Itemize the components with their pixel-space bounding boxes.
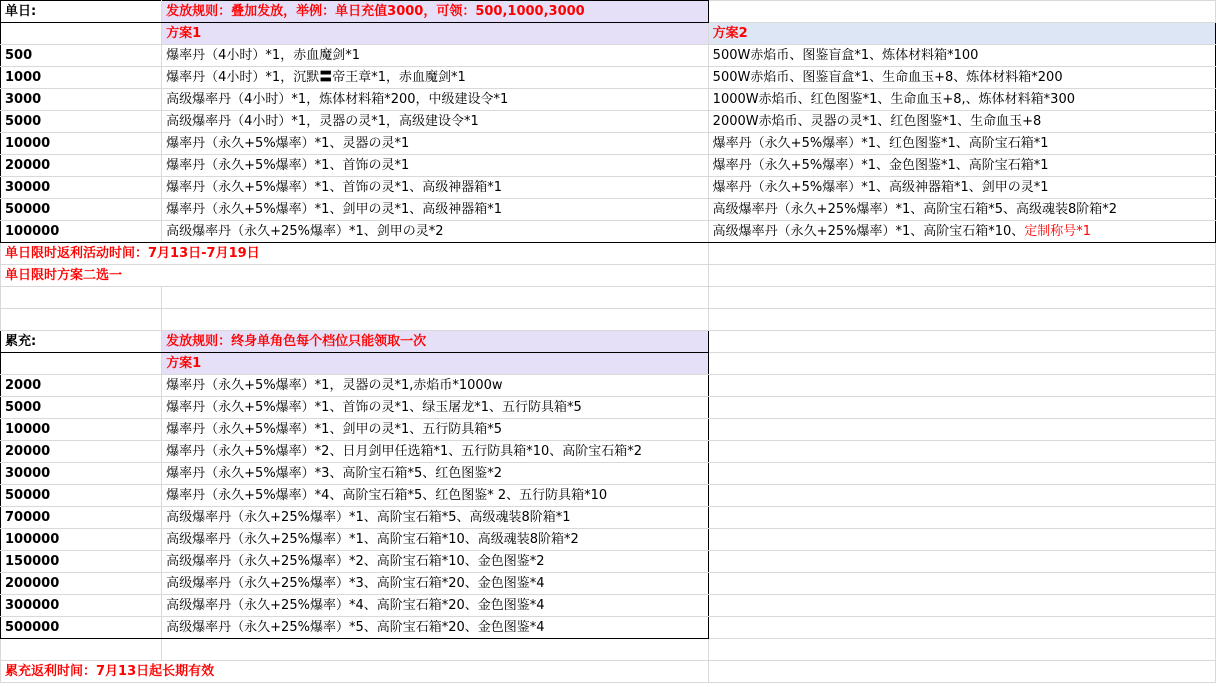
table-row <box>1 463 1216 485</box>
table-row <box>1 419 1216 441</box>
amount-cell[interactable]: 300000 <box>1 595 162 617</box>
plan1-cell[interactable]: 爆率丹（永久+5%爆率）*1、剑甲の灵*1、高级神器箱*1 <box>162 199 709 221</box>
amount-cell[interactable]: 70000 <box>1 507 162 529</box>
plan1-cell[interactable]: 高级爆率丹（永久+25%爆率）*3、高阶宝石箱*20、金色图鉴*4 <box>162 573 709 595</box>
plan2-cell[interactable]: 2000W赤焰币、灵器の灵*1、红色图鉴*1、生命血玉+8 <box>708 111 1215 133</box>
plan1-cell[interactable]: 爆率丹（永久+5%爆率）*1、灵器の灵*1 <box>162 133 709 155</box>
empty-cell[interactable] <box>1 639 162 661</box>
single-plan-header-row <box>1 23 1216 45</box>
table-row <box>1 67 1216 89</box>
table-row <box>1 441 1216 463</box>
amount-cell[interactable]: 20000 <box>1 441 162 463</box>
amount-cell[interactable]: 3000 <box>1 89 162 111</box>
cumulative-time-note[interactable]: 累充返利时间：7月13日起长期有效 <box>1 661 709 683</box>
table-row <box>1 485 1216 507</box>
amount-cell[interactable]: 10000 <box>1 133 162 155</box>
amount-cell[interactable]: 500 <box>1 45 162 67</box>
plan1-cell[interactable]: 高级爆率丹（永久+25%爆率）*1、剑甲の灵*2 <box>162 221 709 243</box>
empty-cell[interactable] <box>162 309 709 331</box>
table-row <box>1 177 1216 199</box>
empty-cell[interactable] <box>708 463 1215 485</box>
empty-cell[interactable] <box>1 287 162 309</box>
plan2-cell[interactable]: 高级爆率丹（永久+25%爆率）*1、高阶宝石箱*5、高级魂装8阶箱*2 <box>708 199 1215 221</box>
amount-cell[interactable]: 5000 <box>1 111 162 133</box>
plan1-cell[interactable]: 爆率丹（永久+5%爆率）*1、首饰の灵*1、绿玉屠龙*1、五行防具箱*5 <box>162 397 709 419</box>
amount-cell[interactable]: 100000 <box>1 221 162 243</box>
table-row <box>1 221 1216 243</box>
plan1-cell[interactable]: 高级爆率丹（永久+25%爆率）*5、高阶宝石箱*20、金色图鉴*4 <box>162 617 709 639</box>
single-plan1-header[interactable]: 方案1 <box>162 23 709 45</box>
plan2-cell[interactable]: 1000W赤焰币、红色图鉴*1、生命血玉+8,、炼体材料箱*300 <box>708 89 1215 111</box>
cumulative-plan1-header[interactable]: 方案1 <box>162 353 709 375</box>
plan1-cell[interactable]: 爆率丹（4小时）*1，沉默〓帝王章*1，赤血魔剑*1 <box>162 67 709 89</box>
empty-cell[interactable] <box>708 573 1215 595</box>
empty-cell[interactable] <box>708 639 1215 661</box>
amount-cell[interactable]: 200000 <box>1 573 162 595</box>
amount-cell[interactable]: 30000 <box>1 463 162 485</box>
empty-row <box>1 309 1216 331</box>
single-label-cell[interactable]: 单日: <box>1 1 162 23</box>
plan1-cell[interactable]: 爆率丹（永久+5%爆率）*1、首饰の灵*1 <box>162 155 709 177</box>
table-row <box>1 507 1216 529</box>
plan2-cell[interactable]: 爆率丹（永久+5%爆率）*1、金色图鉴*1、高阶宝石箱*1 <box>708 155 1215 177</box>
plan1-cell[interactable]: 高级爆率丹（4小时）*1，炼体材料箱*200，中级建设令*1 <box>162 89 709 111</box>
empty-cell[interactable] <box>708 617 1215 639</box>
empty-cell[interactable] <box>708 1 1215 23</box>
plan1-cell[interactable]: 高级爆率丹（永久+25%爆率）*2、高阶宝石箱*10、金色图鉴*2 <box>162 551 709 573</box>
empty-cell[interactable] <box>708 309 1215 331</box>
plan2-cell[interactable]: 爆率丹（永久+5%爆率）*1、高级神器箱*1、剑甲の灵*1 <box>708 177 1215 199</box>
table-row <box>1 551 1216 573</box>
table-row <box>1 45 1216 67</box>
amount-cell[interactable]: 50000 <box>1 485 162 507</box>
amount-cell[interactable]: 10000 <box>1 419 162 441</box>
empty-cell[interactable] <box>708 265 1215 287</box>
plan1-cell[interactable]: 爆率丹（永久+5%爆率）*3、高阶宝石箱*5、红色图鉴*2 <box>162 463 709 485</box>
empty-cell[interactable] <box>708 353 1215 375</box>
cumulative-label-cell[interactable]: 累充: <box>1 331 162 353</box>
empty-cell[interactable] <box>1 23 162 45</box>
plan2-text: 高级爆率丹（永久+25%爆率）*1、高阶宝石箱*10、 <box>712 224 1025 239</box>
single-choice-note[interactable]: 单日限时方案二选一 <box>1 265 709 287</box>
empty-cell[interactable] <box>708 419 1215 441</box>
empty-cell[interactable] <box>708 397 1215 419</box>
empty-cell[interactable] <box>708 661 1215 683</box>
single-time-note[interactable]: 单日限时返利活动时间：7月13日-7月19日 <box>1 243 709 265</box>
plan1-cell[interactable]: 高级爆率丹（永久+25%爆率）*4、高阶宝石箱*20、金色图鉴*4 <box>162 595 709 617</box>
empty-cell[interactable] <box>708 595 1215 617</box>
table-row <box>1 529 1216 551</box>
empty-cell[interactable] <box>708 551 1215 573</box>
empty-cell[interactable] <box>162 639 709 661</box>
plan2-cell[interactable] <box>708 221 1215 243</box>
plan2-cell[interactable]: 500W赤焰币、图鉴盲盒*1、炼体材料箱*100 <box>708 45 1215 67</box>
table-row <box>1 89 1216 111</box>
table-row <box>1 573 1216 595</box>
cumulative-plan-header-row <box>1 353 1216 375</box>
plan1-cell[interactable]: 高级爆率丹（永久+25%爆率）*1、高阶宝石箱*5、高级魂装8阶箱*1 <box>162 507 709 529</box>
table-row <box>1 133 1216 155</box>
single-plan2-header[interactable]: 方案2 <box>708 23 1215 45</box>
plan1-cell[interactable]: 爆率丹（永久+5%爆率）*1、剑甲の灵*1、五行防具箱*5 <box>162 419 709 441</box>
table-row <box>1 617 1216 639</box>
amount-cell[interactable]: 5000 <box>1 397 162 419</box>
plan2-cell[interactable]: 500W赤焰币、图鉴盲盒*1、生命血玉+8、炼体材料箱*200 <box>708 67 1215 89</box>
cumulative-header-row <box>1 331 1216 353</box>
empty-cell[interactable] <box>708 485 1215 507</box>
single-rule-cell[interactable]: 发放规则：叠加发放，举例：单日充值3000，可领：500,1000,3000 <box>162 1 709 23</box>
plan1-cell[interactable]: 爆率丹（4小时）*1，赤血魔剑*1 <box>162 45 709 67</box>
table-row <box>1 375 1216 397</box>
table-row <box>1 199 1216 221</box>
empty-cell[interactable] <box>708 287 1215 309</box>
empty-cell[interactable] <box>708 507 1215 529</box>
plan1-cell[interactable]: 爆率丹（永久+5%爆率）*1，灵器の灵*1,赤焰币*1000w <box>162 375 709 397</box>
table-row <box>1 595 1216 617</box>
empty-cell[interactable] <box>708 375 1215 397</box>
table-row <box>1 111 1216 133</box>
plan2-cell[interactable]: 爆率丹（永久+5%爆率）*1、红色图鉴*1、高阶宝石箱*1 <box>708 133 1215 155</box>
note-row <box>1 265 1216 287</box>
empty-cell[interactable] <box>1 309 162 331</box>
empty-cell[interactable] <box>1 353 162 375</box>
amount-cell[interactable]: 1000 <box>1 67 162 89</box>
empty-row <box>1 639 1216 661</box>
empty-cell[interactable] <box>708 441 1215 463</box>
amount-cell[interactable]: 150000 <box>1 551 162 573</box>
custom-title-text: 定制称号*1 <box>1024 224 1092 239</box>
empty-cell[interactable] <box>708 243 1215 265</box>
empty-cell[interactable] <box>162 287 709 309</box>
plan1-cell[interactable]: 高级爆率丹（4小时）*1，灵器の灵*1，高级建设令*1 <box>162 111 709 133</box>
amount-cell[interactable]: 50000 <box>1 199 162 221</box>
single-header-row <box>1 1 1216 23</box>
cumulative-rule-cell[interactable]: 发放规则：终身单角色每个档位只能领取一次 <box>162 331 709 353</box>
table-row <box>1 155 1216 177</box>
note-row <box>1 661 1216 683</box>
empty-cell[interactable] <box>708 331 1215 353</box>
amount-cell[interactable]: 100000 <box>1 529 162 551</box>
empty-row <box>1 287 1216 309</box>
amount-cell[interactable]: 500000 <box>1 617 162 639</box>
amount-cell[interactable]: 20000 <box>1 155 162 177</box>
empty-cell[interactable] <box>708 529 1215 551</box>
plan1-cell[interactable]: 高级爆率丹（永久+25%爆率）*1、高阶宝石箱*10、高级魂装8阶箱*2 <box>162 529 709 551</box>
plan1-cell[interactable]: 爆率丹（永久+5%爆率）*4、高阶宝石箱*5、红色图鉴* 2、五行防具箱*10 <box>162 485 709 507</box>
table-row <box>1 397 1216 419</box>
plan1-cell[interactable]: 爆率丹（永久+5%爆率）*1、首饰の灵*1、高级神器箱*1 <box>162 177 709 199</box>
amount-cell[interactable]: 2000 <box>1 375 162 397</box>
note-row <box>1 243 1216 265</box>
plan1-cell[interactable]: 爆率丹（永久+5%爆率）*2、日月剑甲任选箱*1、五行防具箱*10、高阶宝石箱*2 <box>162 441 709 463</box>
amount-cell[interactable]: 30000 <box>1 177 162 199</box>
